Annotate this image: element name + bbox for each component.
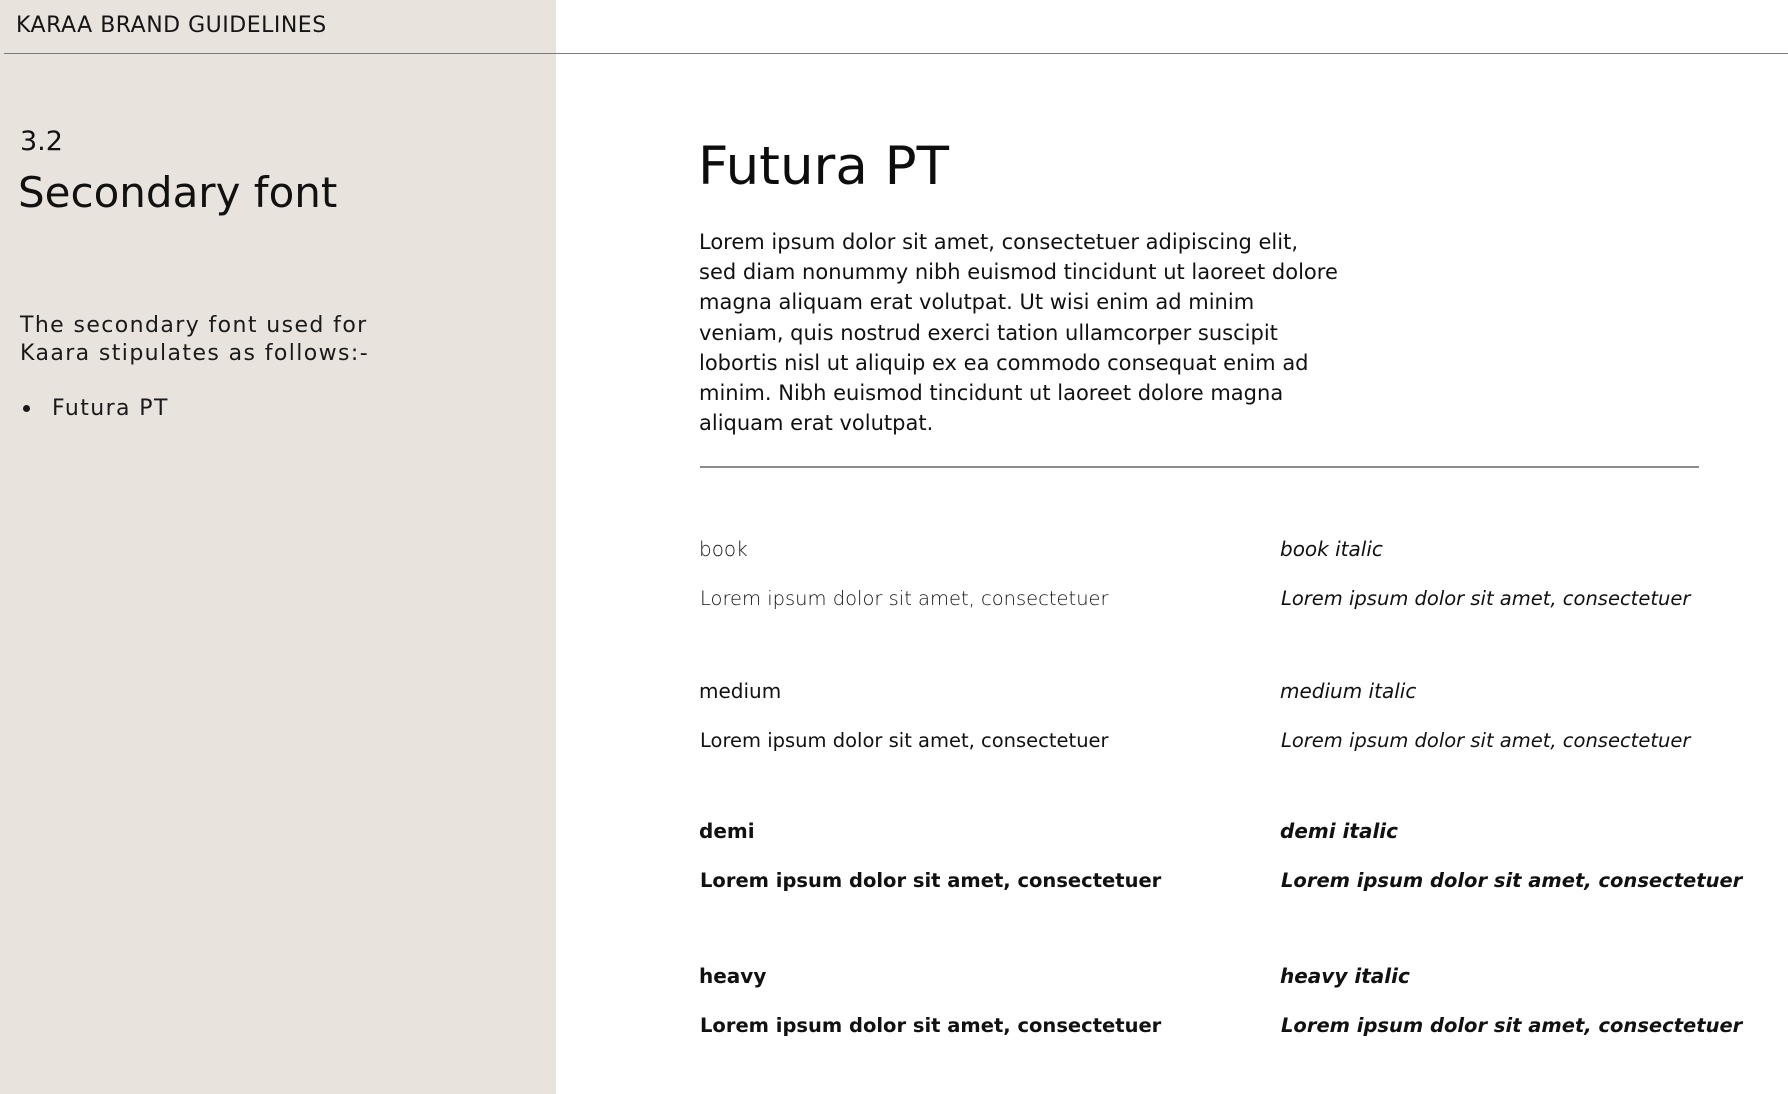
- bullet-dot-icon: [23, 405, 30, 412]
- font-bullet-list: [20, 396, 169, 421]
- weight-sample: Lorem ipsum dolor sit amet, consectetuer: [1281, 869, 1743, 892]
- weight-label: medium: [699, 679, 782, 703]
- weight-label: heavy: [699, 964, 767, 988]
- font-name-heading: Futura PT: [698, 136, 949, 197]
- weight-sample: Lorem ipsum dolor sit amet, consectetuer: [1281, 1014, 1743, 1037]
- weight-specimen-book-italic: [1280, 537, 1691, 610]
- document-title: KARAA BRAND GUIDELINES: [16, 13, 327, 38]
- weight-sample: Lorem ipsum dolor sit amet, consectetuer: [1281, 587, 1691, 610]
- sidebar-panel: [0, 0, 556, 1094]
- weight-specimen-medium: [699, 679, 1109, 752]
- section-number: 3.2: [20, 126, 63, 157]
- content-divider: [700, 466, 1699, 468]
- weight-sample: Lorem ipsum dolor sit amet, consectetuer: [700, 1014, 1162, 1037]
- weight-label: book italic: [1280, 537, 1383, 561]
- weight-specimen-demi-italic: [1280, 819, 1743, 892]
- weight-specimen-book: [699, 537, 1109, 610]
- intro-text: The secondary font used for Kaara stipulates as follows:-: [20, 313, 370, 366]
- weight-specimen-heavy: [699, 964, 1162, 1037]
- bullet-item: [20, 396, 169, 421]
- weight-label: heavy italic: [1280, 964, 1410, 988]
- weight-label: demi italic: [1280, 819, 1399, 843]
- weight-sample: Lorem ipsum dolor sit amet, consectetuer: [700, 729, 1109, 752]
- weight-label: demi: [699, 819, 755, 843]
- font-description: Lorem ipsum dolor sit amet, consectetuer adipiscing elit, sed diam nonummy nibh euismod tincidunt ut laoreet dolore magna aliquam erat volutpat. Ut wisi enim ad minim veniam, quis nostrud exerci tation ullamcorper suscipit lobortis nisl ut aliquip ex ea commodo consequat enim ad minim. Nibh euismod tincidunt ut laoreet dolore magna aliquam erat volutpat.: [699, 230, 1338, 436]
- weight-sample: Lorem ipsum dolor sit amet, consectetuer: [700, 869, 1162, 892]
- weight-sample: Lorem ipsum dolor sit amet, consectetuer: [700, 587, 1109, 610]
- weight-sample: Lorem ipsum dolor sit amet, consectetuer: [1281, 729, 1691, 752]
- weight-specimen-medium-italic: [1280, 679, 1691, 752]
- header-divider: [4, 53, 1788, 54]
- section-title: Secondary font: [18, 168, 338, 217]
- bullet-label: Futura PT: [52, 396, 169, 421]
- weight-label: medium italic: [1280, 679, 1417, 703]
- weight-specimen-heavy-italic: [1280, 964, 1743, 1037]
- weight-specimen-demi: [699, 819, 1162, 892]
- weight-label: book: [699, 537, 748, 561]
